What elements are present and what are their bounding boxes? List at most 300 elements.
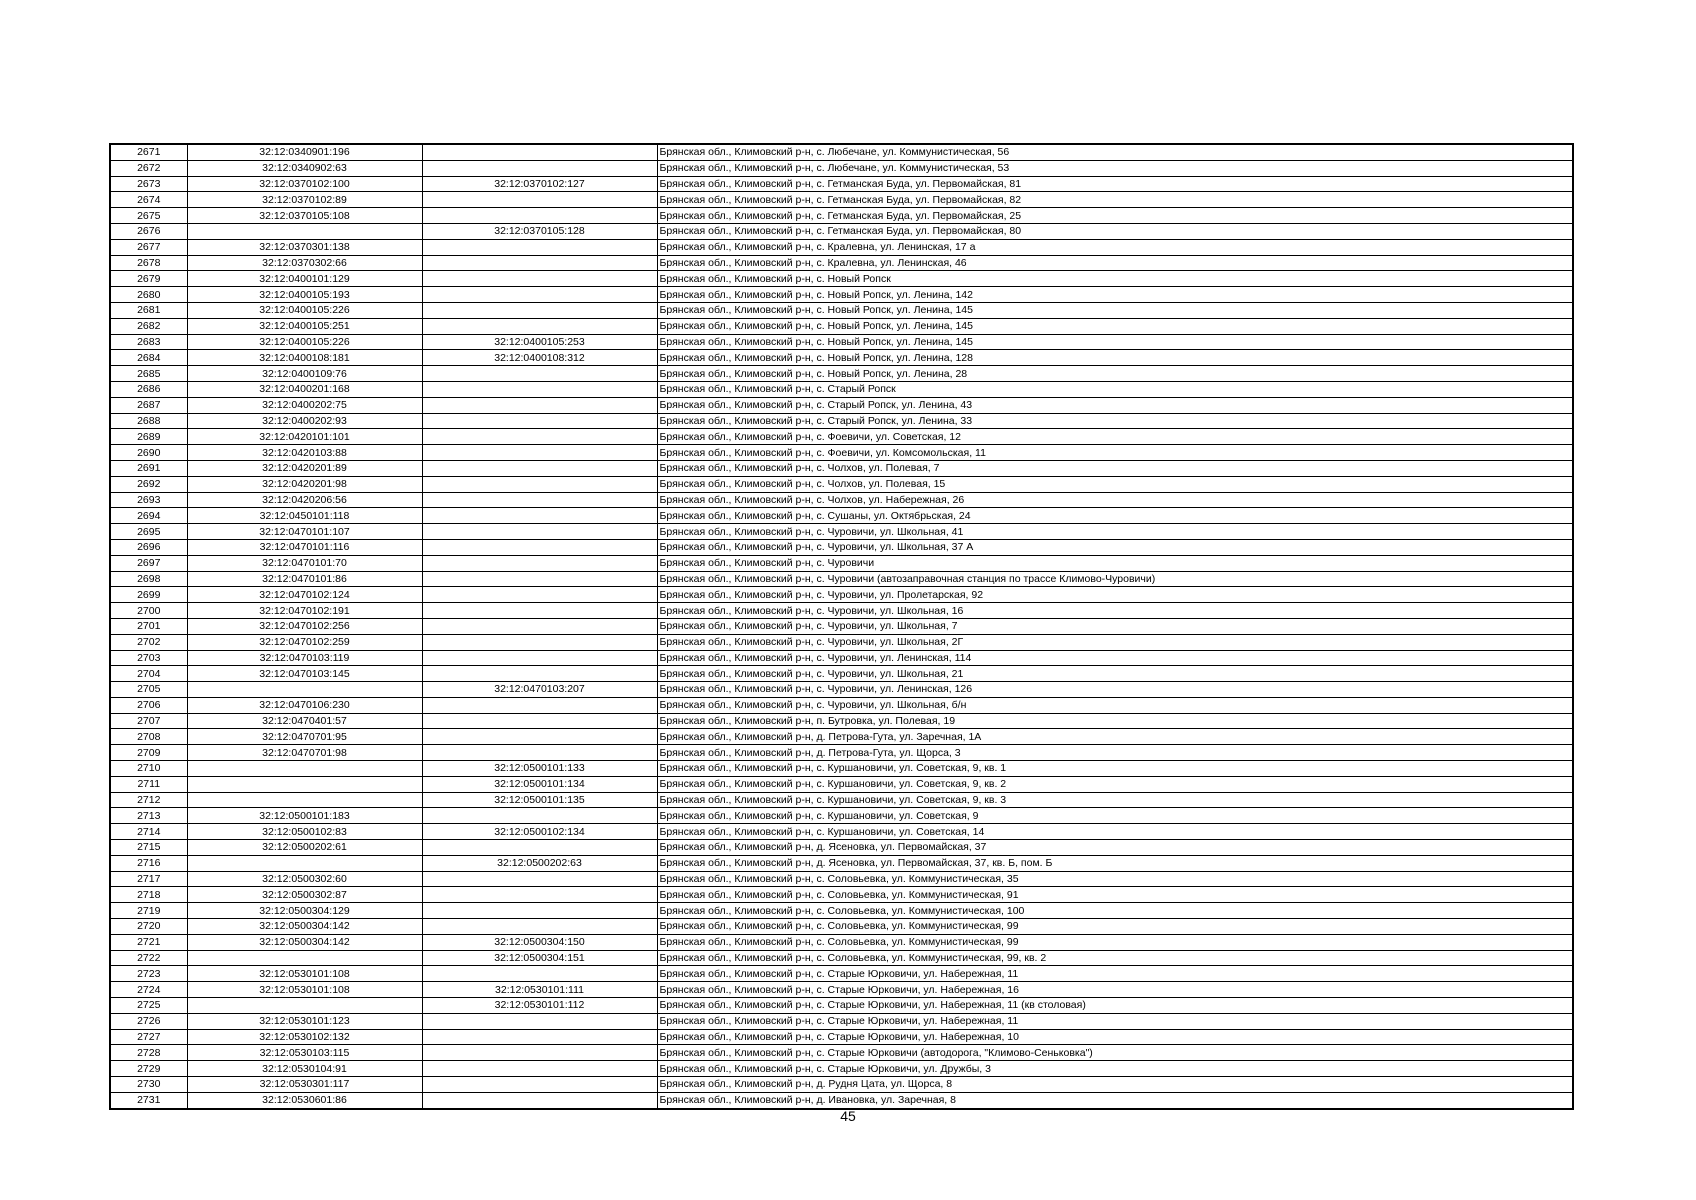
table-row	[110, 618, 1573, 634]
related-cadastral-number-cell	[422, 808, 657, 824]
related-cadastral-number-cell	[422, 192, 657, 208]
row-number-cell: 2707	[110, 713, 187, 729]
cadastral-number-cell: 32:12:0500302:60	[187, 871, 422, 887]
related-cadastral-number-cell: 32:12:0500202:63	[422, 855, 657, 871]
address-cell: Брянская обл., Климовский р-н, с. Чуровичи, ул. Школьная, 21	[657, 666, 1573, 682]
table-row	[110, 745, 1573, 761]
row-number-cell: 2691	[110, 460, 187, 476]
row-number-cell: 2671	[110, 144, 187, 160]
row-number-cell: 2697	[110, 555, 187, 571]
related-cadastral-number-cell	[422, 666, 657, 682]
cadastral-number-cell: 32:12:0470103:145	[187, 666, 422, 682]
table-row	[110, 239, 1573, 255]
table-row	[110, 855, 1573, 871]
cadastral-number-cell: 32:12:0370102:89	[187, 192, 422, 208]
address-cell: Брянская обл., Климовский р-н, с. Новый Ропск, ул. Ленина, 145	[657, 302, 1573, 318]
table-row	[110, 998, 1573, 1014]
table-row	[110, 350, 1573, 366]
table-row	[110, 871, 1573, 887]
table-row	[110, 508, 1573, 524]
related-cadastral-number-cell	[422, 381, 657, 397]
address-cell: Брянская обл., Климовский р-н, с. Куршановичи, ул. Советская, 9	[657, 808, 1573, 824]
table-row	[110, 713, 1573, 729]
cadastral-number-cell	[187, 998, 422, 1014]
related-cadastral-number-cell	[422, 919, 657, 935]
address-cell: Брянская обл., Климовский р-н, д. Петрова-Гута, ул. Заречная, 1А	[657, 729, 1573, 745]
related-cadastral-number-cell	[422, 1092, 657, 1108]
related-cadastral-number-cell: 32:12:0500304:150	[422, 934, 657, 950]
table-row	[110, 982, 1573, 998]
table-row	[110, 192, 1573, 208]
table-row	[110, 1092, 1573, 1108]
cadastral-number-cell: 32:12:0400105:226	[187, 334, 422, 350]
cadastral-number-cell: 32:12:0500101:183	[187, 808, 422, 824]
row-number-cell: 2698	[110, 571, 187, 587]
cadastral-number-cell: 32:12:0470401:57	[187, 713, 422, 729]
table-row	[110, 571, 1573, 587]
cadastral-number-cell: 32:12:0530101:123	[187, 1013, 422, 1029]
cadastral-number-cell: 32:12:0420101:101	[187, 429, 422, 445]
cadastral-number-cell: 32:12:0470701:98	[187, 745, 422, 761]
address-cell: Брянская обл., Климовский р-н, с. Новый Ропск, ул. Ленина, 128	[657, 350, 1573, 366]
table-row	[110, 1013, 1573, 1029]
row-number-cell: 2679	[110, 271, 187, 287]
cadastral-number-cell: 32:12:0340902:63	[187, 160, 422, 176]
cadastral-number-cell: 32:12:0470101:86	[187, 571, 422, 587]
row-number-cell: 2695	[110, 524, 187, 540]
related-cadastral-number-cell	[422, 555, 657, 571]
cadastral-number-cell: 32:12:0470102:124	[187, 587, 422, 603]
row-number-cell: 2720	[110, 919, 187, 935]
address-cell: Брянская обл., Климовский р-н, с. Сушаны, ул. Октябрьская, 24	[657, 508, 1573, 524]
related-cadastral-number-cell	[422, 302, 657, 318]
related-cadastral-number-cell: 32:12:0500101:135	[422, 792, 657, 808]
cadastral-number-cell: 32:12:0420201:98	[187, 476, 422, 492]
cadastral-number-cell: 32:12:0470701:95	[187, 729, 422, 745]
row-number-cell: 2728	[110, 1045, 187, 1061]
row-number-cell: 2689	[110, 429, 187, 445]
related-cadastral-number-cell: 32:12:0500304:151	[422, 950, 657, 966]
address-cell: Брянская обл., Климовский р-н, с. Фоевичи, ул. Советская, 12	[657, 429, 1573, 445]
row-number-cell: 2690	[110, 445, 187, 461]
address-cell: Брянская обл., Климовский р-н, с. Старые Юрковичи (автодорога, "Климово-Сеньковка")	[657, 1045, 1573, 1061]
table-row	[110, 792, 1573, 808]
related-cadastral-number-cell	[422, 239, 657, 255]
table-row	[110, 144, 1573, 160]
cadastral-number-cell: 32:12:0400202:75	[187, 397, 422, 413]
address-cell: Брянская обл., Климовский р-н, с. Куршановичи, ул. Советская, 9, кв. 3	[657, 792, 1573, 808]
address-cell: Брянская обл., Климовский р-н, с. Чуровичи, ул. Школьная, 7	[657, 618, 1573, 634]
cadastral-number-cell: 32:12:0500302:87	[187, 887, 422, 903]
table-row	[110, 761, 1573, 777]
cadastral-number-cell: 32:12:0370105:108	[187, 208, 422, 224]
row-number-cell: 2723	[110, 966, 187, 982]
cadastral-number-cell: 32:12:0420206:56	[187, 492, 422, 508]
related-cadastral-number-cell	[422, 713, 657, 729]
row-number-cell: 2688	[110, 413, 187, 429]
table-row	[110, 919, 1573, 935]
table-row	[110, 824, 1573, 840]
row-number-cell: 2700	[110, 603, 187, 619]
address-cell: Брянская обл., Климовский р-н, с. Любечане, ул. Коммунистическая, 56	[657, 144, 1573, 160]
row-number-cell: 2677	[110, 239, 187, 255]
row-number-cell: 2708	[110, 729, 187, 745]
related-cadastral-number-cell	[422, 966, 657, 982]
address-cell: Брянская обл., Климовский р-н, с. Соловьевка, ул. Коммунистическая, 99	[657, 934, 1573, 950]
cadastral-number-cell	[187, 761, 422, 777]
address-cell: Брянская обл., Климовский р-н, д. Ивановка, ул. Заречная, 8	[657, 1092, 1573, 1108]
related-cadastral-number-cell	[422, 571, 657, 587]
row-number-cell: 2713	[110, 808, 187, 824]
address-cell: Брянская обл., Климовский р-н, с. Новый Ропск, ул. Ленина, 145	[657, 318, 1573, 334]
row-number-cell: 2718	[110, 887, 187, 903]
related-cadastral-number-cell	[422, 255, 657, 271]
row-number-cell: 2730	[110, 1077, 187, 1093]
cadastral-number-cell	[187, 855, 422, 871]
row-number-cell: 2681	[110, 302, 187, 318]
related-cadastral-number-cell	[422, 508, 657, 524]
table-row	[110, 223, 1573, 239]
address-cell: Брянская обл., Климовский р-н, с. Старые Юрковичи, ул. Набережная, 11	[657, 1013, 1573, 1029]
row-number-cell: 2705	[110, 682, 187, 698]
address-cell: Брянская обл., Климовский р-н, с. Старые Юрковичи, ул. Набережная, 16	[657, 982, 1573, 998]
related-cadastral-number-cell: 32:12:0500101:133	[422, 761, 657, 777]
table-row	[110, 445, 1573, 461]
related-cadastral-number-cell	[422, 587, 657, 603]
address-cell: Брянская обл., Климовский р-н, с. Новый Ропск, ул. Ленина, 142	[657, 287, 1573, 303]
related-cadastral-number-cell	[422, 1013, 657, 1029]
row-number-cell: 2727	[110, 1029, 187, 1045]
row-number-cell: 2675	[110, 208, 187, 224]
row-number-cell: 2678	[110, 255, 187, 271]
cadastral-number-cell: 32:12:0530103:115	[187, 1045, 422, 1061]
address-cell: Брянская обл., Климовский р-н, с. Новый Ропск, ул. Ленина, 145	[657, 334, 1573, 350]
row-number-cell: 2674	[110, 192, 187, 208]
address-cell: Брянская обл., Климовский р-н, с. Старый Ропск, ул. Ленина, 33	[657, 413, 1573, 429]
row-number-cell: 2722	[110, 950, 187, 966]
row-number-cell: 2714	[110, 824, 187, 840]
related-cadastral-number-cell	[422, 208, 657, 224]
related-cadastral-number-cell	[422, 318, 657, 334]
related-cadastral-number-cell	[422, 429, 657, 445]
table-row	[110, 381, 1573, 397]
related-cadastral-number-cell	[422, 1077, 657, 1093]
cadastral-number-cell: 32:12:0340901:196	[187, 144, 422, 160]
cadastral-number-cell	[187, 776, 422, 792]
row-number-cell: 2687	[110, 397, 187, 413]
row-number-cell: 2711	[110, 776, 187, 792]
row-number-cell: 2702	[110, 634, 187, 650]
row-number-cell: 2724	[110, 982, 187, 998]
cadastral-number-cell: 32:12:0530104:91	[187, 1061, 422, 1077]
address-cell: Брянская обл., Климовский р-н, с. Чуровичи, ул. Школьная, б/н	[657, 697, 1573, 713]
related-cadastral-number-cell	[422, 397, 657, 413]
cadastral-number-cell: 32:12:0400105:251	[187, 318, 422, 334]
address-cell: Брянская обл., Климовский р-н, д. Рудня Цата, ул. Щорса, 8	[657, 1077, 1573, 1093]
address-cell: Брянская обл., Климовский р-н, с. Любечане, ул. Коммунистическая, 53	[657, 160, 1573, 176]
related-cadastral-number-cell	[422, 160, 657, 176]
address-cell: Брянская обл., Климовский р-н, с. Соловьевка, ул. Коммунистическая, 99	[657, 919, 1573, 935]
row-number-cell: 2719	[110, 903, 187, 919]
records-table	[109, 143, 1574, 1110]
related-cadastral-number-cell	[422, 887, 657, 903]
cadastral-number-cell: 32:12:0400109:76	[187, 366, 422, 382]
address-cell: Брянская обл., Климовский р-н, с. Старый Ропск, ул. Ленина, 43	[657, 397, 1573, 413]
cadastral-number-cell: 32:12:0530601:86	[187, 1092, 422, 1108]
cadastral-number-cell: 32:12:0370302:66	[187, 255, 422, 271]
table-row	[110, 334, 1573, 350]
cadastral-number-cell: 32:12:0530301:117	[187, 1077, 422, 1093]
related-cadastral-number-cell	[422, 745, 657, 761]
table-row	[110, 887, 1573, 903]
row-number-cell: 2684	[110, 350, 187, 366]
row-number-cell: 2726	[110, 1013, 187, 1029]
cadastral-number-cell: 32:12:0370301:138	[187, 239, 422, 255]
cadastral-number-cell: 32:12:0530102:132	[187, 1029, 422, 1045]
address-cell: Брянская обл., Климовский р-н, с. Фоевичи, ул. Комсомольская, 11	[657, 445, 1573, 461]
related-cadastral-number-cell: 32:12:0400105:253	[422, 334, 657, 350]
table-row	[110, 492, 1573, 508]
table-row	[110, 302, 1573, 318]
row-number-cell: 2725	[110, 998, 187, 1014]
row-number-cell: 2692	[110, 476, 187, 492]
related-cadastral-number-cell	[422, 524, 657, 540]
row-number-cell: 2673	[110, 176, 187, 192]
cadastral-number-cell: 32:12:0400201:168	[187, 381, 422, 397]
table-row	[110, 603, 1573, 619]
related-cadastral-number-cell	[422, 1061, 657, 1077]
cadastral-number-cell: 32:12:0500102:83	[187, 824, 422, 840]
table-row	[110, 697, 1573, 713]
row-number-cell: 2703	[110, 650, 187, 666]
row-number-cell: 2731	[110, 1092, 187, 1108]
table-row	[110, 1029, 1573, 1045]
related-cadastral-number-cell	[422, 634, 657, 650]
related-cadastral-number-cell	[422, 1029, 657, 1045]
address-cell: Брянская обл., Климовский р-н, с. Куршановичи, ул. Советская, 9, кв. 2	[657, 776, 1573, 792]
address-cell: Брянская обл., Климовский р-н, с. Старые Юрковичи, ул. Набережная, 11	[657, 966, 1573, 982]
cadastral-number-cell: 32:12:0500202:61	[187, 840, 422, 856]
related-cadastral-number-cell	[422, 729, 657, 745]
row-number-cell: 2685	[110, 366, 187, 382]
row-number-cell: 2709	[110, 745, 187, 761]
table-row	[110, 729, 1573, 745]
table-row	[110, 366, 1573, 382]
cadastral-number-cell: 32:12:0450101:118	[187, 508, 422, 524]
cadastral-number-cell: 32:12:0500304:142	[187, 934, 422, 950]
cadastral-number-cell: 32:12:0500304:129	[187, 903, 422, 919]
row-number-cell: 2693	[110, 492, 187, 508]
related-cadastral-number-cell	[422, 603, 657, 619]
row-number-cell: 2680	[110, 287, 187, 303]
table-row	[110, 429, 1573, 445]
related-cadastral-number-cell	[422, 460, 657, 476]
related-cadastral-number-cell	[422, 492, 657, 508]
address-cell: Брянская обл., Климовский р-н, с. Чуровичи, ул. Школьная, 16	[657, 603, 1573, 619]
address-cell: Брянская обл., Климовский р-н, д. Петрова-Гута, ул. Щорса, 3	[657, 745, 1573, 761]
address-cell: Брянская обл., Климовский р-н, с. Чуровичи, ул. Школьная, 2Г	[657, 634, 1573, 650]
related-cadastral-number-cell	[422, 840, 657, 856]
related-cadastral-number-cell	[422, 871, 657, 887]
cadastral-number-cell: 32:12:0470106:230	[187, 697, 422, 713]
cadastral-number-cell: 32:12:0420201:89	[187, 460, 422, 476]
cadastral-number-cell: 32:12:0470101:107	[187, 524, 422, 540]
related-cadastral-number-cell	[422, 618, 657, 634]
related-cadastral-number-cell	[422, 697, 657, 713]
table-row	[110, 287, 1573, 303]
table-row	[110, 539, 1573, 555]
address-cell: Брянская обл., Климовский р-н, с. Соловьевка, ул. Коммунистическая, 100	[657, 903, 1573, 919]
related-cadastral-number-cell: 32:12:0370102:127	[422, 176, 657, 192]
address-cell: Брянская обл., Климовский р-н, с. Гетманская Буда, ул. Первомайская, 25	[657, 208, 1573, 224]
address-cell: Брянская обл., Климовский р-н, с. Старые Юрковичи, ул. Набережная, 10	[657, 1029, 1573, 1045]
table-row	[110, 587, 1573, 603]
row-number-cell: 2699	[110, 587, 187, 603]
related-cadastral-number-cell	[422, 366, 657, 382]
table-row	[110, 176, 1573, 192]
cadastral-number-cell: 32:12:0400202:93	[187, 413, 422, 429]
address-cell: Брянская обл., Климовский р-н, с. Кралевна, ул. Ленинская, 46	[657, 255, 1573, 271]
related-cadastral-number-cell: 32:12:0500101:134	[422, 776, 657, 792]
cadastral-number-cell: 32:12:0530101:108	[187, 966, 422, 982]
table-row	[110, 1077, 1573, 1093]
table-row	[110, 271, 1573, 287]
cadastral-number-cell: 32:12:0500304:142	[187, 919, 422, 935]
address-cell: Брянская обл., Климовский р-н, с. Чолхов, ул. Полевая, 7	[657, 460, 1573, 476]
related-cadastral-number-cell: 32:12:0470103:207	[422, 682, 657, 698]
address-cell: Брянская обл., Климовский р-н, с. Гетманская Буда, ул. Первомайская, 81	[657, 176, 1573, 192]
related-cadastral-number-cell	[422, 445, 657, 461]
related-cadastral-number-cell	[422, 413, 657, 429]
table-row	[110, 776, 1573, 792]
records-table-body	[110, 144, 1573, 1109]
cadastral-number-cell: 32:12:0400105:226	[187, 302, 422, 318]
cadastral-number-cell: 32:12:0530101:108	[187, 982, 422, 998]
row-number-cell: 2694	[110, 508, 187, 524]
row-number-cell: 2715	[110, 840, 187, 856]
page-number: 45	[840, 1108, 856, 1124]
row-number-cell: 2696	[110, 539, 187, 555]
cadastral-number-cell: 32:12:0370102:100	[187, 176, 422, 192]
address-cell: Брянская обл., Климовский р-н, с. Соловьевка, ул. Коммунистическая, 99, кв. 2	[657, 950, 1573, 966]
cadastral-number-cell: 32:12:0470102:259	[187, 634, 422, 650]
address-cell: Брянская обл., Климовский р-н, п. Бутровка, ул. Полевая, 19	[657, 713, 1573, 729]
related-cadastral-number-cell	[422, 1045, 657, 1061]
table-row	[110, 255, 1573, 271]
table-row	[110, 318, 1573, 334]
related-cadastral-number-cell	[422, 271, 657, 287]
address-cell: Брянская обл., Климовский р-н, д. Ясеновка, ул. Первомайская, 37, кв. Б, пом. Б	[657, 855, 1573, 871]
address-cell: Брянская обл., Климовский р-н, с. Чолхов, ул. Полевая, 15	[657, 476, 1573, 492]
table-row	[110, 903, 1573, 919]
address-cell: Брянская обл., Климовский р-н, с. Гетманская Буда, ул. Первомайская, 82	[657, 192, 1573, 208]
row-number-cell: 2721	[110, 934, 187, 950]
table-row	[110, 397, 1573, 413]
table-row	[110, 934, 1573, 950]
table-row	[110, 840, 1573, 856]
row-number-cell: 2683	[110, 334, 187, 350]
table-row	[110, 460, 1573, 476]
table-row	[110, 650, 1573, 666]
related-cadastral-number-cell: 32:12:0370105:128	[422, 223, 657, 239]
address-cell: Брянская обл., Климовский р-н, с. Чуровичи, ул. Ленинская, 114	[657, 650, 1573, 666]
related-cadastral-number-cell	[422, 476, 657, 492]
table-row	[110, 634, 1573, 650]
cadastral-number-cell	[187, 950, 422, 966]
address-cell: Брянская обл., Климовский р-н, с. Гетманская Буда, ул. Первомайская, 80	[657, 223, 1573, 239]
related-cadastral-number-cell: 32:12:0400108:312	[422, 350, 657, 366]
cadastral-number-cell: 32:12:0400108:181	[187, 350, 422, 366]
table-row	[110, 666, 1573, 682]
address-cell: Брянская обл., Климовский р-н, с. Новый Ропск	[657, 271, 1573, 287]
table-row	[110, 1045, 1573, 1061]
address-cell: Брянская обл., Климовский р-н, с. Новый Ропск, ул. Ленина, 28	[657, 366, 1573, 382]
table-row	[110, 808, 1573, 824]
cadastral-number-cell: 32:12:0470101:116	[187, 539, 422, 555]
address-cell: Брянская обл., Климовский р-н, с. Чуровичи	[657, 555, 1573, 571]
table-row	[110, 682, 1573, 698]
address-cell: Брянская обл., Климовский р-н, с. Куршановичи, ул. Советская, 14	[657, 824, 1573, 840]
row-number-cell: 2676	[110, 223, 187, 239]
address-cell: Брянская обл., Климовский р-н, с. Чуровичи (автозаправочная станция по трассе Климово-Чуровичи)	[657, 571, 1573, 587]
related-cadastral-number-cell	[422, 287, 657, 303]
table-row	[110, 966, 1573, 982]
cadastral-number-cell: 32:12:0470103:119	[187, 650, 422, 666]
table-row	[110, 476, 1573, 492]
address-cell: Брянская обл., Климовский р-н, д. Ясеновка, ул. Первомайская, 37	[657, 840, 1573, 856]
address-cell: Брянская обл., Климовский р-н, с. Чуровичи, ул. Школьная, 37 А	[657, 539, 1573, 555]
row-number-cell: 2712	[110, 792, 187, 808]
row-number-cell: 2672	[110, 160, 187, 176]
address-cell: Брянская обл., Климовский р-н, с. Чуровичи, ул. Ленинская, 126	[657, 682, 1573, 698]
address-cell: Брянская обл., Климовский р-н, с. Чуровичи, ул. Школьная, 41	[657, 524, 1573, 540]
row-number-cell: 2701	[110, 618, 187, 634]
row-number-cell: 2706	[110, 697, 187, 713]
address-cell: Брянская обл., Климовский р-н, с. Чуровичи, ул. Пролетарская, 92	[657, 587, 1573, 603]
address-cell: Брянская обл., Климовский р-н, с. Чолхов, ул. Набережная, 26	[657, 492, 1573, 508]
related-cadastral-number-cell	[422, 903, 657, 919]
row-number-cell: 2716	[110, 855, 187, 871]
row-number-cell: 2704	[110, 666, 187, 682]
cadastral-number-cell: 32:12:0400105:193	[187, 287, 422, 303]
related-cadastral-number-cell: 32:12:0530101:111	[422, 982, 657, 998]
table-row	[110, 950, 1573, 966]
address-cell: Брянская обл., Климовский р-н, с. Соловьевка, ул. Коммунистическая, 91	[657, 887, 1573, 903]
row-number-cell: 2686	[110, 381, 187, 397]
cadastral-number-cell: 32:12:0470102:256	[187, 618, 422, 634]
table-row	[110, 208, 1573, 224]
row-number-cell: 2729	[110, 1061, 187, 1077]
cadastral-number-cell	[187, 682, 422, 698]
address-cell: Брянская обл., Климовский р-н, с. Старые Юрковичи, ул. Набережная, 11 (кв столовая)	[657, 998, 1573, 1014]
address-cell: Брянская обл., Климовский р-н, с. Старый Ропск	[657, 381, 1573, 397]
table-row	[110, 1061, 1573, 1077]
cadastral-number-cell: 32:12:0420103:88	[187, 445, 422, 461]
table-row	[110, 160, 1573, 176]
table-row	[110, 413, 1573, 429]
related-cadastral-number-cell	[422, 539, 657, 555]
related-cadastral-number-cell	[422, 650, 657, 666]
related-cadastral-number-cell: 32:12:0530101:112	[422, 998, 657, 1014]
table-row	[110, 524, 1573, 540]
row-number-cell: 2682	[110, 318, 187, 334]
cadastral-number-cell	[187, 792, 422, 808]
related-cadastral-number-cell: 32:12:0500102:134	[422, 824, 657, 840]
cadastral-number-cell: 32:12:0400101:129	[187, 271, 422, 287]
address-cell: Брянская обл., Климовский р-н, с. Кралевна, ул. Ленинская, 17 а	[657, 239, 1573, 255]
address-cell: Брянская обл., Климовский р-н, с. Старые Юрковичи, ул. Дружбы, 3	[657, 1061, 1573, 1077]
address-cell: Брянская обл., Климовский р-н, с. Куршановичи, ул. Советская, 9, кв. 1	[657, 761, 1573, 777]
